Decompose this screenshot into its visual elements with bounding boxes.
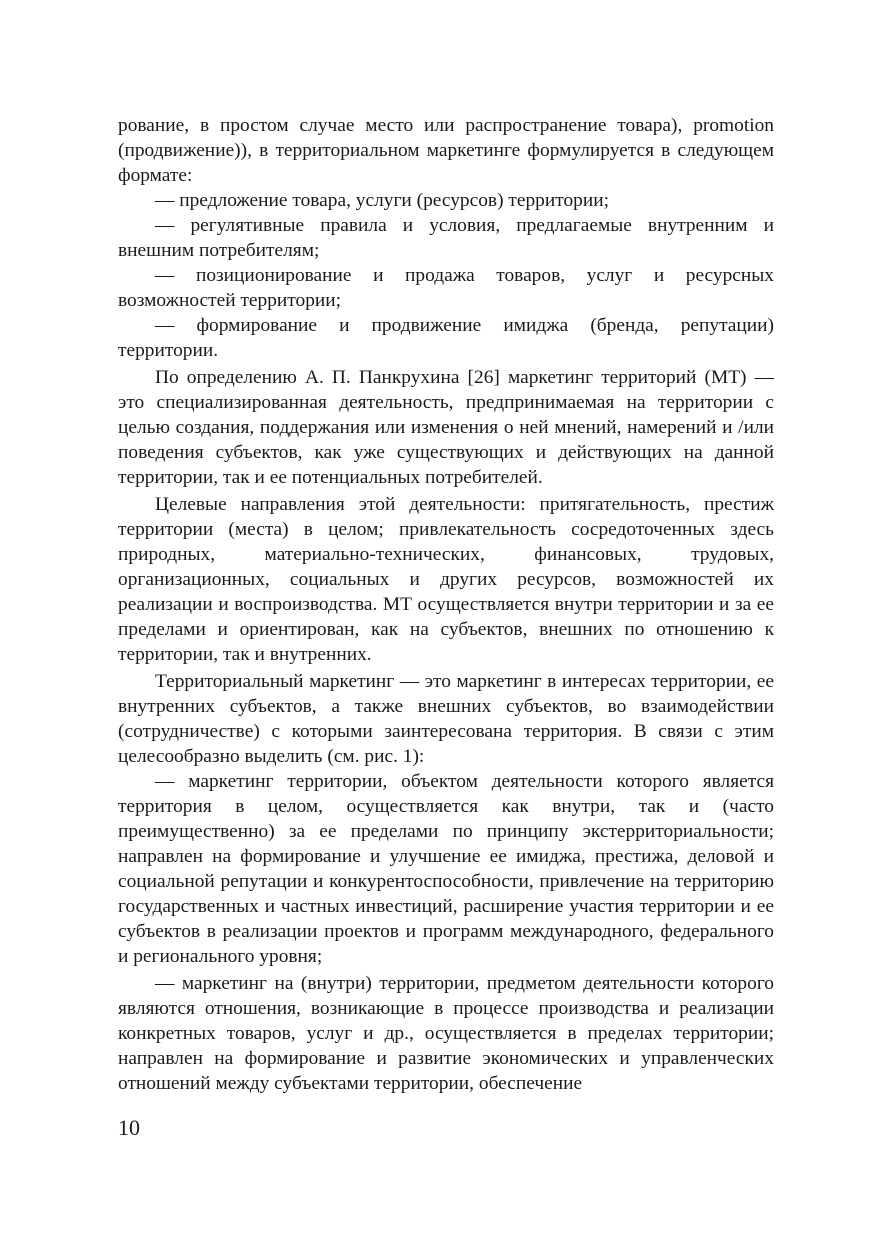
list-item: — формирование и продвижение имиджа (бренда, репутации) территории. (118, 315, 774, 361)
body-text (118, 113, 774, 1096)
paragraph: По определению А. П. Панкрухина [26] маркетинг территорий (МТ) — это специализированная деятельность, предпринимаемая на территории с целью создания, поддержания или изменения о ней мнений, намерений и /или поведения субъектов, как уже существующих и действующих на данной территории, так и ее потенциальных потребителей. (118, 367, 774, 488)
list-item: — позиционирование и продажа товаров, услуг и ресурсных возможностей территории; (118, 265, 774, 311)
page-number: 10 (118, 1115, 140, 1140)
paragraph: рование, в простом случае место или распространение товара), promotion (продвижение)), в территориальном маркетинге формулируется в следующем формате: (118, 115, 774, 186)
list-item: — предложение товара, услуги (ресурсов) территории; (155, 190, 609, 211)
list-item: — маркетинг территории, объектом деятельности которого является территория в целом, осуществляется как внутри, так и (часто преимущественно) за ее пределами по принципу экстерриториальности; направлен на формирование и улучшение ее имиджа, престижа, деловой и социальной репутации и конкурентоспособности, привлечение на территорию государственных и частных инвестиций, расширение участия территории и ее субъектов в реализации проектов и программ международного, федерального и регионального уровня; (118, 771, 774, 967)
paragraph: Территориальный маркетинг — это маркетинг в интересах территории, ее внутренних субъектов, а также внешних субъектов, во взаимодействии (сотрудничестве) с которыми заинтересована территория. В связи с этим целесообразно выделить (см. рис. 1): (118, 671, 774, 767)
list-item: — регулятивные правила и условия, предлагаемые внутренним и внешним потребителям; (118, 215, 774, 261)
list-item: — маркетинг на (внутри) территории, предметом деятельности которого являются отношения, возникающие в процессе производства и реализации конкретных товаров, услуг и др., осуществляется в пределах территории; направлен на формирование и развитие экономических и управленческих отношений между субъектами территории, обеспечение (118, 973, 774, 1094)
paragraph: Целевые направления этой деятельности: притягательность, престиж территории (места) в целом; привлекательность сосредоточенных здесь природных, материально-технических, финансовых, трудовых, организационных, социальных и других ресурсов, возможностей их реализации и воспроизводства. МТ осуществляется внутри территории и за ее пределами и ориентирован, как на субъектов, внешних по отношению к территории, так и внутренних. (118, 494, 774, 665)
